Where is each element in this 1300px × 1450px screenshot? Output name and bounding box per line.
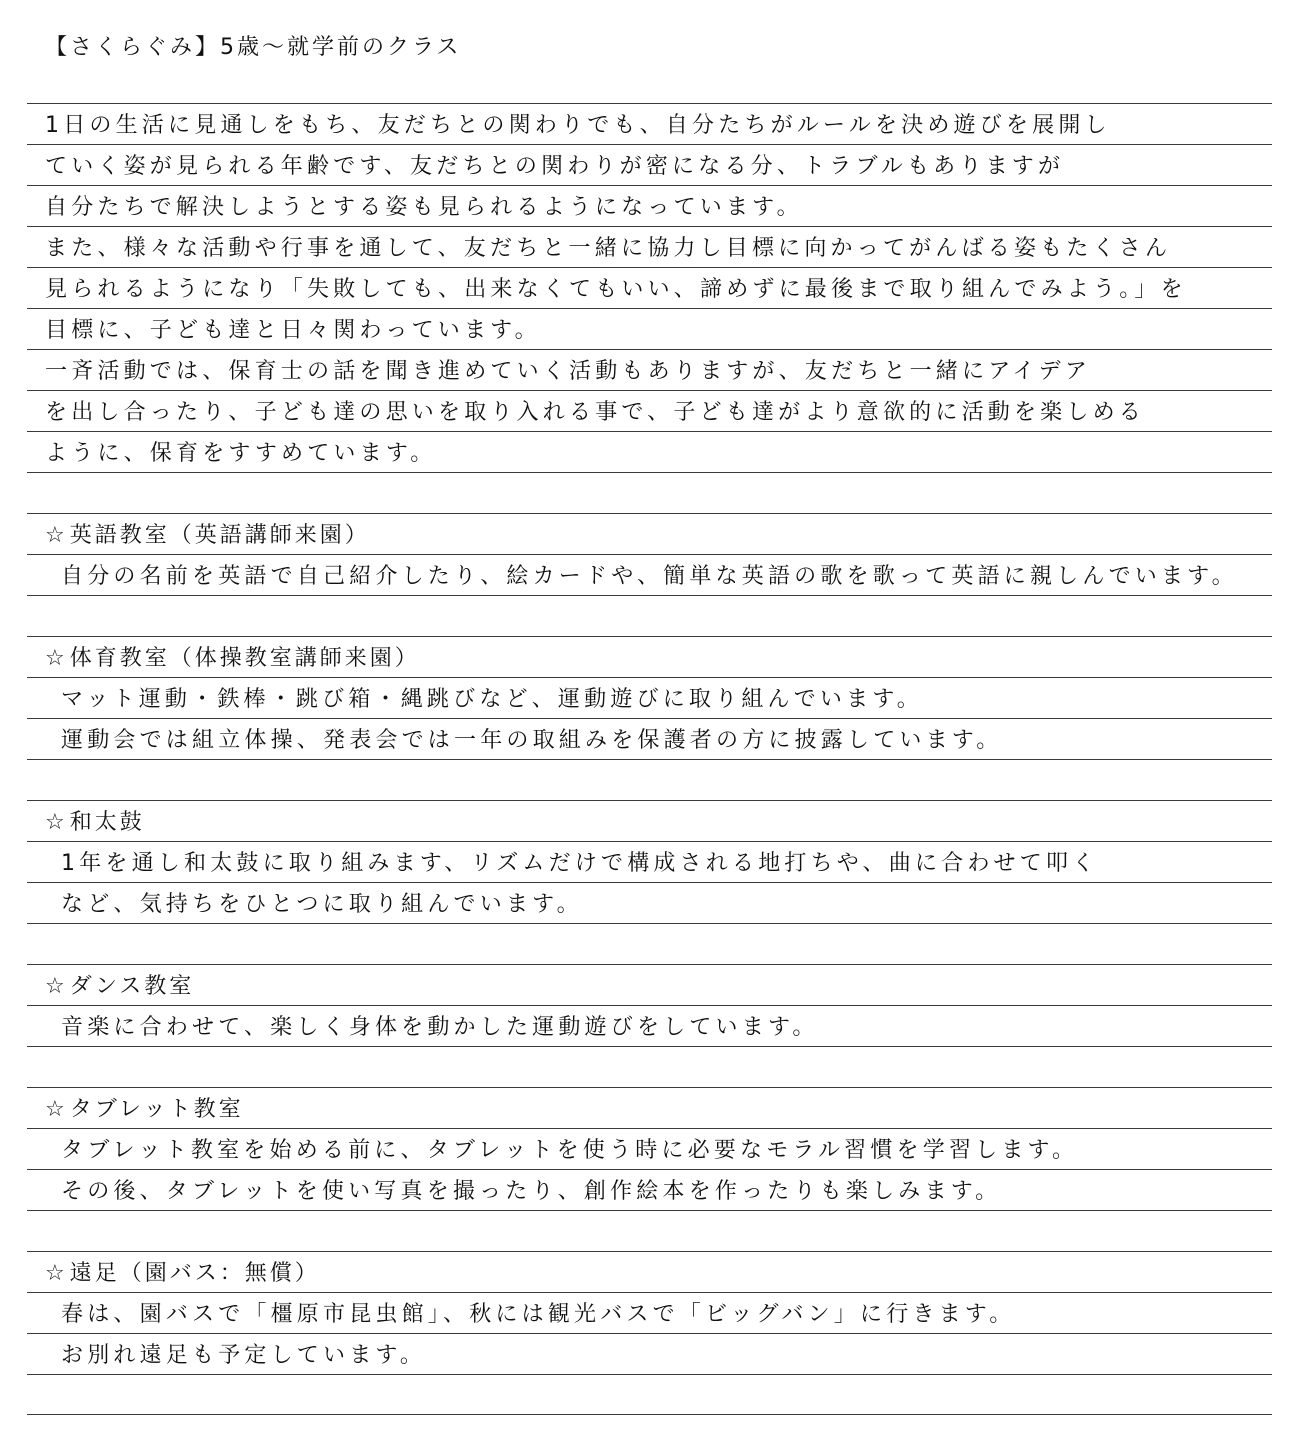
rule-line — [27, 513, 1272, 554]
section-heading-label: タブレット教室 — [69, 1097, 244, 1122]
rule-line — [27, 390, 1272, 431]
rule-line — [27, 226, 1272, 267]
section-line: 春は、園バスで「橿原市昆虫館」、秋には観光バスで「ビッグバン」に行きます。 — [61, 1302, 1016, 1327]
rule-line — [27, 882, 1272, 923]
section-line: タブレット教室を始める前に、タブレットを使う時に必要なモラル習慣を学習します。 — [61, 1138, 1079, 1163]
section-line: 音楽に合わせて、楽しく身体を動かした運動遊びをしています。 — [61, 1015, 819, 1040]
rule-line — [27, 1169, 1272, 1210]
rule-line — [27, 1087, 1272, 1128]
intro-line: 1日の生活に見通しをもち、友だちとの関わりでも、自分たちがルールを決め遊びを展開し — [45, 113, 1111, 138]
intro-line: また、様々な活動や行事を通して、友だちと一緒に協力し目標に向かってがんばる姿もたくさん — [45, 236, 1172, 261]
rule-line — [27, 1005, 1272, 1046]
rule-line — [27, 718, 1272, 759]
intro-line: 目標に、子ども達と日々関わっています。 — [45, 318, 541, 343]
page-title: 【さくらぐみ】5歳～就学前のクラス — [45, 35, 462, 60]
section-heading-label: ダンス教室 — [69, 974, 195, 999]
rule-line — [27, 1128, 1272, 1169]
rule-line — [27, 636, 1272, 677]
blank-rule-line — [27, 759, 1272, 800]
section-heading-dance — [45, 974, 194, 1000]
star-icon: ☆ — [45, 646, 68, 671]
section-heading-label: 体育教室（体操教室講師来園） — [69, 646, 420, 671]
section-heading-english — [45, 523, 370, 549]
rule-line — [27, 1333, 1272, 1374]
section-heading-label: 英語教室（英語講師来園） — [69, 523, 370, 548]
star-icon: ☆ — [45, 523, 68, 548]
rule-line — [27, 185, 1272, 226]
section-line: 1年を通し和太鼓に取り組みます、リズムだけで構成される地打ちや、曲に合わせて叩く — [61, 851, 1099, 876]
rule-line — [27, 1292, 1272, 1333]
section-line: 自分の名前を英語で自己紹介したり、絵カードや、簡単な英語の歌を歌って英語に親しんでいます。 — [61, 564, 1238, 589]
ruled-sheet — [27, 103, 1272, 1415]
blank-rule-line — [27, 1210, 1272, 1251]
rule-line — [27, 554, 1272, 595]
star-icon: ☆ — [45, 1097, 68, 1122]
section-line: お別れ遠足も予定しています。 — [61, 1343, 427, 1368]
intro-line: 一斉活動では、保育士の話を聞き進めていく活動もありますが、友だちと一緒にアイデア — [45, 359, 1092, 384]
section-line: など、気持ちをひとつに取り組んでいます。 — [61, 892, 583, 917]
blank-rule-line — [27, 1046, 1272, 1087]
rule-line — [27, 1251, 1272, 1292]
blank-rule-line — [27, 595, 1272, 636]
rule-line — [27, 144, 1272, 185]
section-line: マット運動・鉄棒・跳び箱・縄跳びなど、運動遊びに取り組んでいます。 — [61, 687, 923, 712]
intro-line: ていく姿が見られる年齢です、友だちとの関わりが密になる分、トラブルもありますが — [45, 154, 1065, 179]
intro-line: を出し合ったり、子ども達の思いを取り入れる事で、子ども達がより意欲的に活動を楽しめる — [45, 400, 1145, 425]
rule-line — [27, 349, 1272, 390]
blank-rule-line — [27, 923, 1272, 964]
rule-line — [27, 431, 1272, 472]
star-icon: ☆ — [45, 1261, 68, 1286]
intro-line: 見られるようになり「失敗しても、出来なくてもいい、諦めずに最後まで取り組んでみよう。」を — [45, 277, 1187, 302]
rule-line — [27, 103, 1272, 144]
intro-line: ように、保育をすすめています。 — [45, 441, 437, 466]
rule-line — [27, 964, 1272, 1005]
rule-line — [27, 800, 1272, 841]
section-heading-taiko — [45, 810, 145, 836]
rule-line — [27, 841, 1272, 882]
section-heading-label: 和太鼓 — [69, 810, 145, 835]
section-line: その後、タブレットを使い写真を撮ったり、創作絵本を作ったりも楽しみます。 — [61, 1179, 1002, 1204]
blank-rule-line — [27, 1374, 1272, 1415]
star-icon: ☆ — [45, 810, 68, 835]
section-line: 運動会では組立体操、発表会では一年の取組みを保護者の方に披露しています。 — [61, 728, 1003, 753]
blank-rule-line — [27, 472, 1272, 513]
section-heading-label: 遠足（園バス：無償） — [69, 1261, 320, 1286]
intro-line: 自分たちで解決しようとする姿も見られるようになっています。 — [45, 195, 803, 220]
rule-line — [27, 677, 1272, 718]
rule-line — [27, 267, 1272, 308]
rule-line — [27, 308, 1272, 349]
star-icon: ☆ — [45, 974, 68, 999]
section-heading-pe — [45, 646, 420, 672]
section-heading-tablet — [45, 1097, 244, 1123]
section-heading-excursion — [45, 1261, 320, 1287]
